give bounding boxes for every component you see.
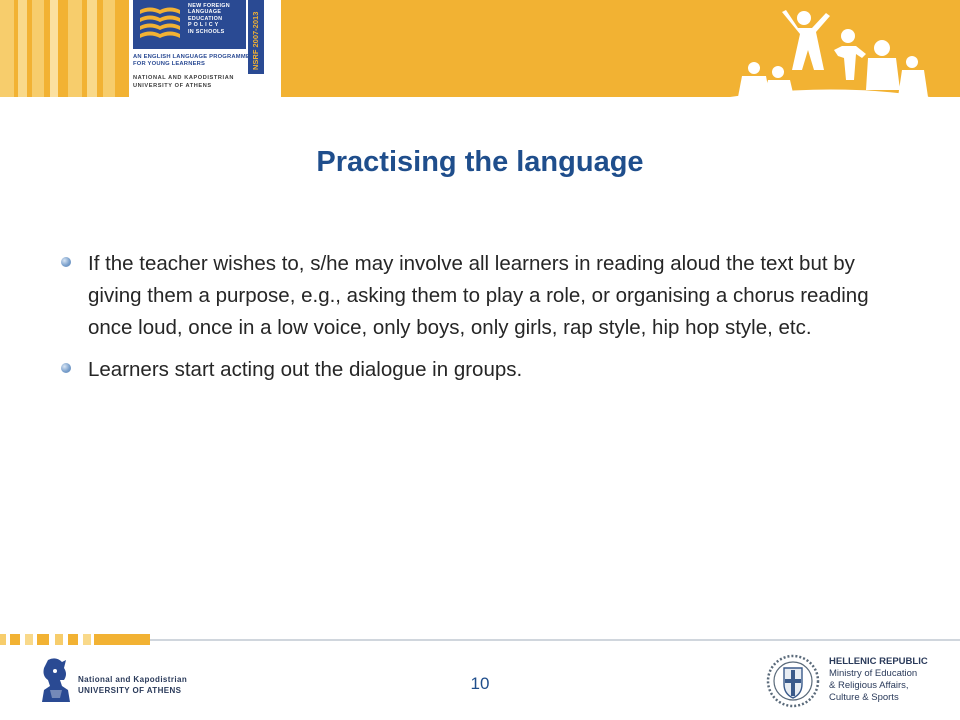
ministry-line: Culture & Sports [829,692,899,703]
list-item [58,248,908,344]
logo-university [133,75,234,90]
nsrf-tag [248,0,264,74]
bullet-text: Learners start acting out the dialogue in groups. [88,358,523,381]
bullet-list [58,248,908,396]
ministry-line: & Religious Affairs, [829,680,909,691]
bullet-icon [61,257,71,267]
logo-line: IN SCHOOLS [188,28,225,35]
logo-line: EDUCATION [188,15,223,22]
university-line: UNIVERSITY OF ATHENS [133,82,212,89]
page-number: 10 [470,674,490,693]
ministry-label [829,656,928,704]
footer-stripe-bar [0,634,960,645]
nsrf-label: NSRF 2007-2013 [251,11,260,70]
university-name-line: UNIVERSITY OF ATHENS [78,686,182,695]
programme-line: AN ENGLISH LANGUAGE PROGRAMME [133,54,250,60]
logo-line: LANGUAGE [188,9,222,16]
bullet-icon [61,363,71,373]
programme-logo [129,0,281,97]
programme-line: FOR YOUNG LEARNERS [133,61,206,68]
logo-blue-panel [133,0,246,49]
children-silhouettes-icon [730,10,930,97]
list-item [58,354,908,386]
university-line: NATIONAL AND KAPODISTRIAN [133,75,234,81]
banner-stripes [0,0,129,97]
university-name-line: National and Kapodistrian [78,675,188,684]
bullet-text: If the teacher wishes to, s/he may involve all learners in reading aloud the text but by giving them a purpose, e.g., asking them to play a role, or organising a chorus reading once loud, once in a low voice, only boys, only girls, rap style, hip hop style, etc. [88,252,869,339]
page-title: Practising the language [316,146,644,178]
book-icon [138,4,182,44]
logo-text-lines [188,3,230,35]
ministry-line: HELLENIC REPUBLIC [829,656,928,667]
footer-stripes [0,634,150,645]
logo-line: NEW FOREIGN [188,3,230,9]
ministry-line: Ministry of Education [829,668,918,679]
greek-emblem-icon [766,654,820,708]
header-banner [0,0,960,97]
logo-line: P O L I C Y [188,22,219,29]
programme-subtitle [133,54,250,69]
footer-divider [150,639,960,641]
